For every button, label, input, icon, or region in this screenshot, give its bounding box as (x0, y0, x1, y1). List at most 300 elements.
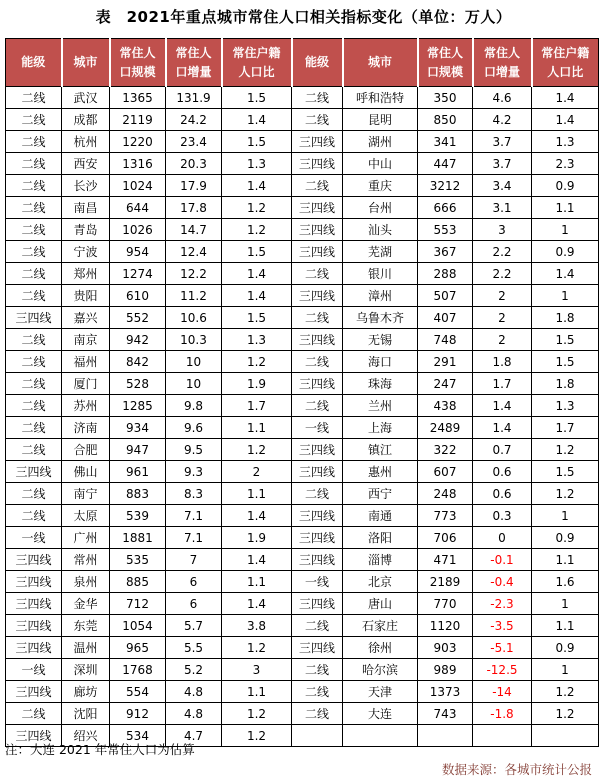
table-cell: -3.5 (473, 615, 532, 637)
table-row (6, 593, 599, 615)
table-cell: 1.3 (222, 329, 292, 351)
table-cell: 291 (418, 351, 473, 373)
table-cell: 二线 (6, 329, 62, 351)
table-cell: 一线 (292, 571, 343, 593)
table-cell: 1.4 (532, 263, 599, 285)
table-cell (473, 725, 532, 747)
table-cell: 三四线 (6, 593, 62, 615)
table-cell: 3.4 (473, 175, 532, 197)
table-cell: 4.6 (473, 87, 532, 109)
table-cell: 1024 (110, 175, 166, 197)
table-cell: 1 (532, 285, 599, 307)
table-cell: 10.3 (166, 329, 222, 351)
header-tier-right: 能级 (292, 39, 343, 87)
table-row (6, 439, 599, 461)
table-row (6, 659, 599, 681)
table-cell: 二线 (6, 439, 62, 461)
table-cell: 哈尔滨 (343, 659, 418, 681)
table-cell: 二线 (292, 109, 343, 131)
table-cell: 三四线 (292, 527, 343, 549)
table-cell: 廊坊 (62, 681, 110, 703)
table-cell: 常州 (62, 549, 110, 571)
table-row (6, 197, 599, 219)
header-city-right: 城市 (343, 39, 418, 87)
table-cell: 1365 (110, 87, 166, 109)
table-cell: 二线 (292, 681, 343, 703)
table-cell: 1.3 (532, 395, 599, 417)
header-ratio-left: 常住户籍 人口比 (222, 39, 292, 87)
table-cell: 三四线 (292, 505, 343, 527)
table-cell: 郑州 (62, 263, 110, 285)
table-cell: 1.2 (222, 703, 292, 725)
table-cell: 二线 (6, 285, 62, 307)
table-cell: 1.2 (222, 351, 292, 373)
table-cell: 重庆 (343, 175, 418, 197)
table-cell: 漳州 (343, 285, 418, 307)
table-row (6, 483, 599, 505)
table-cell: 三四线 (6, 637, 62, 659)
header-row (6, 39, 599, 87)
table-row (6, 175, 599, 197)
table-cell: 4.7 (166, 725, 222, 747)
table-cell: 10.6 (166, 307, 222, 329)
table-cell: 438 (418, 395, 473, 417)
table-cell: 北京 (343, 571, 418, 593)
table-cell: 嘉兴 (62, 307, 110, 329)
table-cell: 2.2 (473, 263, 532, 285)
table-cell: 552 (110, 307, 166, 329)
table-cell: 三四线 (292, 373, 343, 395)
table-cell: 954 (110, 241, 166, 263)
table-cell: 二线 (292, 351, 343, 373)
table-cell: 5.7 (166, 615, 222, 637)
header-city-left: 城市 (62, 39, 110, 87)
table-cell: 5.2 (166, 659, 222, 681)
table-row (6, 307, 599, 329)
table-cell: 三四线 (6, 725, 62, 747)
table-cell: 汕头 (343, 219, 418, 241)
table-cell: -1.8 (473, 703, 532, 725)
table-cell: 2 (473, 329, 532, 351)
table-cell: 三四线 (292, 153, 343, 175)
table-cell: 二线 (6, 241, 62, 263)
table-cell: 1316 (110, 153, 166, 175)
table-cell: 2189 (418, 571, 473, 593)
table-cell: 三四线 (6, 461, 62, 483)
table-cell: 石家庄 (343, 615, 418, 637)
table-cell: 1.8 (532, 373, 599, 395)
table-cell: 三四线 (6, 549, 62, 571)
table-cell: 二线 (6, 417, 62, 439)
table-cell: 三四线 (292, 439, 343, 461)
table-cell: 无锡 (343, 329, 418, 351)
table-cell: 三四线 (6, 681, 62, 703)
table-row (6, 417, 599, 439)
table-cell: 1026 (110, 219, 166, 241)
table-cell: 西安 (62, 153, 110, 175)
table-cell: 1.4 (473, 417, 532, 439)
table-cell: 二线 (292, 175, 343, 197)
table-cell: 唐山 (343, 593, 418, 615)
table-cell: -12.5 (473, 659, 532, 681)
table-cell: 福州 (62, 351, 110, 373)
table-cell: 1.1 (222, 681, 292, 703)
table-cell: 0.7 (473, 439, 532, 461)
table-cell: 1.2 (222, 725, 292, 747)
table-cell: 二线 (6, 219, 62, 241)
table-cell: 12.4 (166, 241, 222, 263)
table-cell: 4.2 (473, 109, 532, 131)
table-cell: 850 (418, 109, 473, 131)
table-cell: 海口 (343, 351, 418, 373)
table-cell: 贵阳 (62, 285, 110, 307)
table-cell: 9.5 (166, 439, 222, 461)
table-cell: 二线 (292, 263, 343, 285)
table-cell: -0.4 (473, 571, 532, 593)
table-cell (343, 725, 418, 747)
table-cell: 3 (222, 659, 292, 681)
table-row (6, 219, 599, 241)
table-cell: 1.4 (222, 175, 292, 197)
table-cell: 二线 (6, 395, 62, 417)
table-row (6, 263, 599, 285)
table-cell: 1.8 (532, 307, 599, 329)
table-cell: 2 (473, 307, 532, 329)
table-row (6, 637, 599, 659)
table-cell: 6 (166, 593, 222, 615)
table-cell: 9.6 (166, 417, 222, 439)
table-cell: 二线 (292, 395, 343, 417)
table-cell: 535 (110, 549, 166, 571)
table-cell: 131.9 (166, 87, 222, 109)
table-cell: 10 (166, 373, 222, 395)
table-cell: 三四线 (292, 219, 343, 241)
table-cell: 912 (110, 703, 166, 725)
table-cell: 0.9 (532, 241, 599, 263)
table-cell: 4.8 (166, 681, 222, 703)
table-cell: 二线 (292, 703, 343, 725)
table-cell: 三四线 (292, 285, 343, 307)
table-cell: 泉州 (62, 571, 110, 593)
table-cell: 610 (110, 285, 166, 307)
table-cell: 1285 (110, 395, 166, 417)
table-cell: 1.2 (532, 439, 599, 461)
table-cell: 三四线 (292, 549, 343, 571)
table-cell: 二线 (6, 373, 62, 395)
table-row (6, 395, 599, 417)
table-cell: 二线 (6, 153, 62, 175)
table-cell: 二线 (6, 197, 62, 219)
table-cell: 上海 (343, 417, 418, 439)
table-cell: 宁波 (62, 241, 110, 263)
table-cell: 7 (166, 549, 222, 571)
table-cell: 三四线 (292, 461, 343, 483)
table-cell: 三四线 (292, 329, 343, 351)
table-row (6, 153, 599, 175)
table-cell: 1.5 (222, 87, 292, 109)
table-cell: 1.4 (222, 549, 292, 571)
page-title: 表 2021年重点城市常住人口相关指标变化（单位：万人） (95, 8, 512, 26)
table-cell: 706 (418, 527, 473, 549)
table-cell: 5.5 (166, 637, 222, 659)
table-cell: 17.9 (166, 175, 222, 197)
table-cell: 二线 (292, 615, 343, 637)
table-cell: 1274 (110, 263, 166, 285)
table-cell: 1.5 (222, 131, 292, 153)
table-cell: 1.4 (222, 505, 292, 527)
table-cell: 8.3 (166, 483, 222, 505)
header-population-right: 常住人 口规模 (418, 39, 473, 87)
table-cell: 1.4 (222, 285, 292, 307)
table-cell: 二线 (292, 307, 343, 329)
table-cell: 二线 (6, 483, 62, 505)
table-cell: 一线 (6, 527, 62, 549)
header-increment-left: 常住人 口增量 (166, 39, 222, 87)
table-cell: 二线 (6, 263, 62, 285)
table-cell: 748 (418, 329, 473, 351)
table-cell: 2489 (418, 417, 473, 439)
table-cell: 1881 (110, 527, 166, 549)
header-tier-left: 能级 (6, 39, 62, 87)
table-cell: 三四线 (6, 615, 62, 637)
table-cell: 三四线 (292, 197, 343, 219)
table-cell: 1 (532, 593, 599, 615)
table-cell: 903 (418, 637, 473, 659)
table-cell: 1220 (110, 131, 166, 153)
table-cell: 中山 (343, 153, 418, 175)
table-cell: 成都 (62, 109, 110, 131)
table-cell: 1.4 (222, 263, 292, 285)
table-cell: 712 (110, 593, 166, 615)
table-cell: 3.1 (473, 197, 532, 219)
table-row (6, 285, 599, 307)
table-cell: 883 (110, 483, 166, 505)
table-cell: 南昌 (62, 197, 110, 219)
table-cell: 10 (166, 351, 222, 373)
table-cell: 961 (110, 461, 166, 483)
table-cell: 666 (418, 197, 473, 219)
table-cell: 1 (532, 505, 599, 527)
table-cell: 1.5 (222, 241, 292, 263)
table-cell: 合肥 (62, 439, 110, 461)
table-cell: 773 (418, 505, 473, 527)
table-cell: 1.7 (473, 373, 532, 395)
table-cell: 0.3 (473, 505, 532, 527)
table-row (6, 131, 599, 153)
table-cell: 4.8 (166, 703, 222, 725)
table-cell: 1768 (110, 659, 166, 681)
table-cell: 三四线 (292, 637, 343, 659)
table-cell: 三四线 (292, 131, 343, 153)
table-row (6, 373, 599, 395)
table-row (6, 505, 599, 527)
table-cell: 台州 (343, 197, 418, 219)
table-cell: 947 (110, 439, 166, 461)
table-cell: 471 (418, 549, 473, 571)
table-cell: 沈阳 (62, 703, 110, 725)
footnote: 注：大连 2021 年常住人口为估算 (5, 742, 195, 757)
table-cell: 3.8 (222, 615, 292, 637)
table-cell: -2.3 (473, 593, 532, 615)
table-cell: 989 (418, 659, 473, 681)
table-cell: 7.1 (166, 527, 222, 549)
table-cell: 528 (110, 373, 166, 395)
table-cell: 1.2 (222, 197, 292, 219)
table-cell: 3.7 (473, 153, 532, 175)
table-cell: 乌鲁木齐 (343, 307, 418, 329)
table-cell: 507 (418, 285, 473, 307)
table-cell: 743 (418, 703, 473, 725)
table-cell: 1.3 (222, 153, 292, 175)
table-cell: 三四线 (292, 241, 343, 263)
table-cell: 东莞 (62, 615, 110, 637)
table-cell: 呼和浩特 (343, 87, 418, 109)
table-cell: 1 (532, 219, 599, 241)
table-cell: 1.4 (222, 109, 292, 131)
table-row (6, 241, 599, 263)
table-header (6, 39, 599, 87)
table-cell: 350 (418, 87, 473, 109)
population-table (5, 38, 599, 747)
table-cell: 济南 (62, 417, 110, 439)
table-cell: 二线 (6, 505, 62, 527)
table-cell: 934 (110, 417, 166, 439)
table-row (6, 549, 599, 571)
table-cell: 2119 (110, 109, 166, 131)
table-cell: 554 (110, 681, 166, 703)
table-cell: 徐州 (343, 637, 418, 659)
table-cell: 447 (418, 153, 473, 175)
table-cell: 1.6 (532, 571, 599, 593)
table-cell: 885 (110, 571, 166, 593)
table-cell: 644 (110, 197, 166, 219)
table-cell: 17.8 (166, 197, 222, 219)
table-cell: 3.7 (473, 131, 532, 153)
table-cell: 一线 (292, 417, 343, 439)
table-cell: 长沙 (62, 175, 110, 197)
table-cell (532, 725, 599, 747)
table-cell: 0 (473, 527, 532, 549)
table-cell: 6 (166, 571, 222, 593)
table-cell: 1.4 (532, 87, 599, 109)
table-cell: 佛山 (62, 461, 110, 483)
table-row (6, 351, 599, 373)
table-cell: 0.6 (473, 483, 532, 505)
table-cell: 553 (418, 219, 473, 241)
table-cell: 1.2 (222, 219, 292, 241)
table-body (6, 87, 599, 747)
table-cell: 1120 (418, 615, 473, 637)
table-cell (292, 725, 343, 747)
table-cell: 0.9 (532, 175, 599, 197)
table-cell: 1.1 (222, 483, 292, 505)
table-cell: 0.6 (473, 461, 532, 483)
table-row (6, 87, 599, 109)
table-cell: 二线 (6, 703, 62, 725)
table-cell: 1 (532, 659, 599, 681)
table-cell: 7.1 (166, 505, 222, 527)
table-cell: 1.5 (532, 461, 599, 483)
table-cell: 1.9 (222, 527, 292, 549)
table-cell: 一线 (6, 659, 62, 681)
table-cell: 1054 (110, 615, 166, 637)
table-cell: 南通 (343, 505, 418, 527)
table-cell: 1.1 (222, 417, 292, 439)
table-cell: 太原 (62, 505, 110, 527)
table-cell: 2.3 (532, 153, 599, 175)
table-cell: 3212 (418, 175, 473, 197)
table-cell: 1.5 (532, 329, 599, 351)
table-cell: 965 (110, 637, 166, 659)
table-row (6, 109, 599, 131)
table-cell: 1.4 (532, 109, 599, 131)
table-cell: 20.3 (166, 153, 222, 175)
table-cell: 1.7 (222, 395, 292, 417)
table-cell: 温州 (62, 637, 110, 659)
table-cell: 二线 (292, 483, 343, 505)
header-ratio-right: 常住户籍 人口比 (532, 39, 599, 87)
table-cell: 1.2 (222, 439, 292, 461)
table-cell: 322 (418, 439, 473, 461)
table-cell: 三四线 (6, 571, 62, 593)
table-cell: 淄博 (343, 549, 418, 571)
table-cell: 3 (473, 219, 532, 241)
table-cell: 534 (110, 725, 166, 747)
table-cell: 厦门 (62, 373, 110, 395)
table-cell: 深圳 (62, 659, 110, 681)
table-cell: 341 (418, 131, 473, 153)
table-cell: 惠州 (343, 461, 418, 483)
table-cell: 14.7 (166, 219, 222, 241)
table-cell: 三四线 (6, 307, 62, 329)
table-cell: 南京 (62, 329, 110, 351)
table-row (6, 329, 599, 351)
table-cell: 1.4 (222, 593, 292, 615)
table-cell: 大连 (343, 703, 418, 725)
table-cell: 杭州 (62, 131, 110, 153)
table-cell: 青岛 (62, 219, 110, 241)
table-cell: 1.8 (473, 351, 532, 373)
table-cell: 昆明 (343, 109, 418, 131)
table-cell: 二线 (6, 131, 62, 153)
table-row (6, 461, 599, 483)
table-cell: 洛阳 (343, 527, 418, 549)
table-cell: 2 (222, 461, 292, 483)
table-cell: 942 (110, 329, 166, 351)
table-cell: 23.4 (166, 131, 222, 153)
table-cell: 1.3 (532, 131, 599, 153)
table-cell: 24.2 (166, 109, 222, 131)
table-cell: 二线 (292, 659, 343, 681)
table-row (6, 571, 599, 593)
table-cell: 1.1 (532, 615, 599, 637)
table-cell: 1.5 (222, 307, 292, 329)
table-cell: 11.2 (166, 285, 222, 307)
table-cell: 2.2 (473, 241, 532, 263)
table-cell: 288 (418, 263, 473, 285)
table-cell: 广州 (62, 527, 110, 549)
table-cell: 二线 (292, 87, 343, 109)
table-cell: 珠海 (343, 373, 418, 395)
header-increment-right: 常住人 口增量 (473, 39, 532, 87)
table-row (6, 703, 599, 725)
table-cell: 湖州 (343, 131, 418, 153)
table-cell: 1373 (418, 681, 473, 703)
table-cell: 银川 (343, 263, 418, 285)
table-cell: 三四线 (292, 593, 343, 615)
table-cell: 武汉 (62, 87, 110, 109)
table-cell: 二线 (6, 351, 62, 373)
